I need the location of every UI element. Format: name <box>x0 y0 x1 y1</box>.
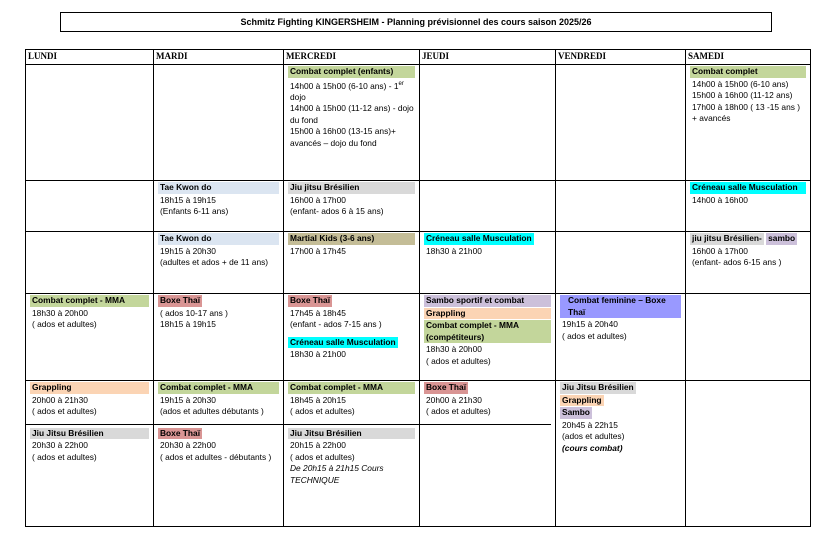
course-label-combat-mma: Combat complet - MMA <box>158 382 279 394</box>
row-3 <box>26 232 811 294</box>
divider <box>420 424 551 425</box>
course-time: 20h30 à 22h00 <box>32 440 88 450</box>
day-header-row <box>26 50 811 65</box>
course-label-sambo: sambo <box>768 233 796 243</box>
page-title: Schmitz Fighting KINGERSHEIM - Planning prévisionnel des cours saison 2025/26 <box>60 12 772 32</box>
day-header-vendredi: VENDREDI <box>556 50 686 65</box>
course-time: 20h00 à 21h30 <box>426 394 482 405</box>
course-note: ( ados et adultes) <box>32 319 97 329</box>
course-time: 20h15 à 22h00 <box>290 440 346 450</box>
divider <box>26 424 153 425</box>
course-time: 18h45 à 20h15 <box>290 394 346 405</box>
course-time: 18h15 à 19h15 <box>160 319 216 329</box>
course-time: 16h00 à 17h00 <box>692 245 748 256</box>
course-time: 20h00 à 21h30 <box>32 394 88 405</box>
course-label-jjb: jiu jitsu Brésilien- <box>692 233 762 243</box>
course-label-combat-feminine: Combat feminine – Boxe Thaï <box>560 295 681 318</box>
course-label-boxe-thai: Boxe Thaï <box>160 295 201 305</box>
course-label-boxe-thai: Boxe Thaï <box>160 427 201 438</box>
cell-lundi-3 <box>26 232 154 294</box>
course-time-line: 17h00 à 18h00 ( 13 -15 ans ) <box>692 101 801 112</box>
course-label-jjb: Jiu Jitsu Brésilien <box>30 428 149 440</box>
course-label-sambo: Sambo <box>562 407 590 417</box>
cell-mercredi-4 <box>284 294 420 381</box>
course-note: (adultes et ados + de 11 ans) <box>160 257 269 267</box>
cell-mardi-5 <box>154 381 284 527</box>
cell-jeudi-1 <box>420 65 556 181</box>
course-label-jjb: Jiu jitsu Brésilien <box>288 182 415 194</box>
cell-mercredi-2 <box>284 181 420 232</box>
course-label-jjb: Jiu Jitsu Brésilien <box>288 428 415 440</box>
row-afternoon <box>26 65 811 181</box>
course-time-line: 14h00 à 15h00 (6-10 ans) - 1er dojo <box>290 80 404 102</box>
cell-mardi-2 <box>154 181 284 232</box>
course-note: ( ados et adultes) <box>562 330 627 341</box>
course-time: 18h15 à 19h15 <box>160 194 216 205</box>
course-label-martial-kids: Martial Kids (3-6 ans) <box>288 233 415 245</box>
cell-lundi-1 <box>26 65 154 181</box>
cell-mardi-3 <box>154 232 284 294</box>
cell-samedi-3 <box>686 232 811 294</box>
cell-samedi-5 <box>686 381 811 527</box>
course-note: ( ados 10-17 ans ) <box>160 307 228 318</box>
course-note: ( ados et adultes) <box>32 406 97 416</box>
course-time: 14h00 à 16h00 <box>692 194 748 205</box>
cell-jeudi-2 <box>420 181 556 232</box>
day-header-mercredi: MERCREDI <box>284 50 420 65</box>
course-note: ( ados et adultes) <box>290 406 355 416</box>
cell-vendredi-4 <box>556 294 686 381</box>
cell-vendredi-5 <box>556 381 686 527</box>
cell-vendredi-1 <box>556 65 686 181</box>
cell-jeudi-3 <box>420 232 556 294</box>
course-time: 17h45 à 18h45 <box>290 307 346 318</box>
course-time: 19h15 à 20h30 <box>160 394 216 405</box>
course-time: 19h15 à 20h40 <box>562 319 618 329</box>
cell-jeudi-5 <box>420 381 556 527</box>
course-label-boxe-thai: Boxe Thaï <box>426 382 467 392</box>
course-time-line: 15h00 à 16h00 (13-15 ans)+ avancés – dojo du fond <box>290 126 396 148</box>
cell-samedi-2 <box>686 181 811 232</box>
course-label-combat-enfants: Combat complet (enfants) <box>288 66 415 78</box>
course-time-line: 14h00 à 15h00 (11-12 ans) - dojo du fond <box>290 103 414 125</box>
course-italic-note: De 20h15 à 21h15 Cours TECHNIQUE <box>290 463 384 485</box>
cell-mardi-4 <box>154 294 284 381</box>
course-note: ( ados et adultes) <box>32 451 97 462</box>
course-time: 18h30 à 20h00 <box>426 344 482 354</box>
divider <box>284 424 419 425</box>
course-note: (enfant - ados 7-15 ans ) <box>290 319 382 329</box>
course-label-muscu: Créneau salle Musculation <box>290 336 396 347</box>
course-time: 20h30 à 22h00 <box>160 440 216 450</box>
course-note: ( ados et adultes) <box>426 355 491 366</box>
course-note: (Enfants 6-11 ans) <box>160 206 229 216</box>
day-header-mardi: MARDI <box>154 50 284 65</box>
course-time-line: + avancés <box>692 113 731 123</box>
cell-vendredi-3 <box>556 232 686 294</box>
course-label-grappling: Grappling <box>30 382 149 394</box>
course-note: (ados et adultes débutants ) <box>160 406 264 416</box>
course-time: 17h00 à 17h45 <box>290 245 346 256</box>
cell-mercredi-5 <box>284 381 420 527</box>
cell-mercredi-3 <box>284 232 420 294</box>
course-label-tkd: Tae Kwon do <box>158 182 279 194</box>
course-italic-note: (cours combat) <box>562 442 623 453</box>
course-label-competiteurs: (compétiteurs) <box>424 332 551 344</box>
cell-lundi-4 <box>26 294 154 381</box>
course-label-combat-complet: Combat complet <box>690 66 806 78</box>
day-header-lundi: LUNDI <box>26 50 154 65</box>
course-time: 18h30 à 21h00 <box>290 349 346 359</box>
divider <box>154 424 283 425</box>
cell-mercredi-1 <box>284 65 420 181</box>
course-time: 19h15 à 20h30 <box>160 245 216 256</box>
course-label-grappling: Grappling <box>562 394 602 405</box>
course-label-muscu: Créneau salle Musculation <box>690 182 806 194</box>
course-label-tkd: Tae Kwon do <box>158 233 279 245</box>
course-note: (enfant- ados 6-15 ans ) <box>692 257 782 267</box>
course-time: 16h00 à 17h00 <box>290 194 346 205</box>
course-label-grappling: Grappling <box>424 308 551 320</box>
cell-vendredi-2 <box>556 181 686 232</box>
row-4 <box>26 294 811 381</box>
cell-jeudi-4 <box>420 294 556 381</box>
course-label-combat-mma: Combat complet - MMA <box>30 295 149 307</box>
course-label-sambo: Sambo sportif et combat <box>424 295 551 307</box>
course-note: ( ados et adultes) <box>426 406 491 416</box>
course-note: (ados et adultes) <box>562 431 625 441</box>
schedule-table <box>25 49 811 527</box>
course-label-boxe-thai: Boxe Thaï <box>290 295 331 305</box>
course-label-combat-mma: Combat complet - MMA <box>288 382 415 394</box>
day-header-samedi: SAMEDI <box>686 50 811 65</box>
course-label-combat-mma: Combat complet - MMA <box>424 320 551 332</box>
course-label-muscu: Créneau salle Musculation <box>426 233 532 243</box>
day-header-jeudi: JEUDI <box>420 50 556 65</box>
row-5 <box>26 381 811 527</box>
cell-mardi-1 <box>154 65 284 181</box>
cell-lundi-2 <box>26 181 154 232</box>
row-2 <box>26 181 811 232</box>
course-note: ( ados et adultes - débutants ) <box>160 451 272 462</box>
course-note: (enfant- ados 6 à 15 ans) <box>290 206 384 216</box>
course-time: 20h45 à 22h15 <box>562 419 618 430</box>
course-time: 18h30 à 20h00 <box>32 307 88 318</box>
cell-lundi-5 <box>26 381 154 527</box>
course-time-line: 15h00 à 16h00 (11-12 ans) <box>692 90 793 100</box>
course-time-line: 14h00 à 15h00 (6-10 ans) <box>692 78 789 89</box>
course-label-jjb: Jiu Jitsu Brésilien <box>562 382 634 392</box>
course-note: ( ados et adultes) <box>290 451 355 462</box>
cell-samedi-1 <box>686 65 811 181</box>
cell-samedi-4 <box>686 294 811 381</box>
course-time: 18h30 à 21h00 <box>426 245 482 256</box>
